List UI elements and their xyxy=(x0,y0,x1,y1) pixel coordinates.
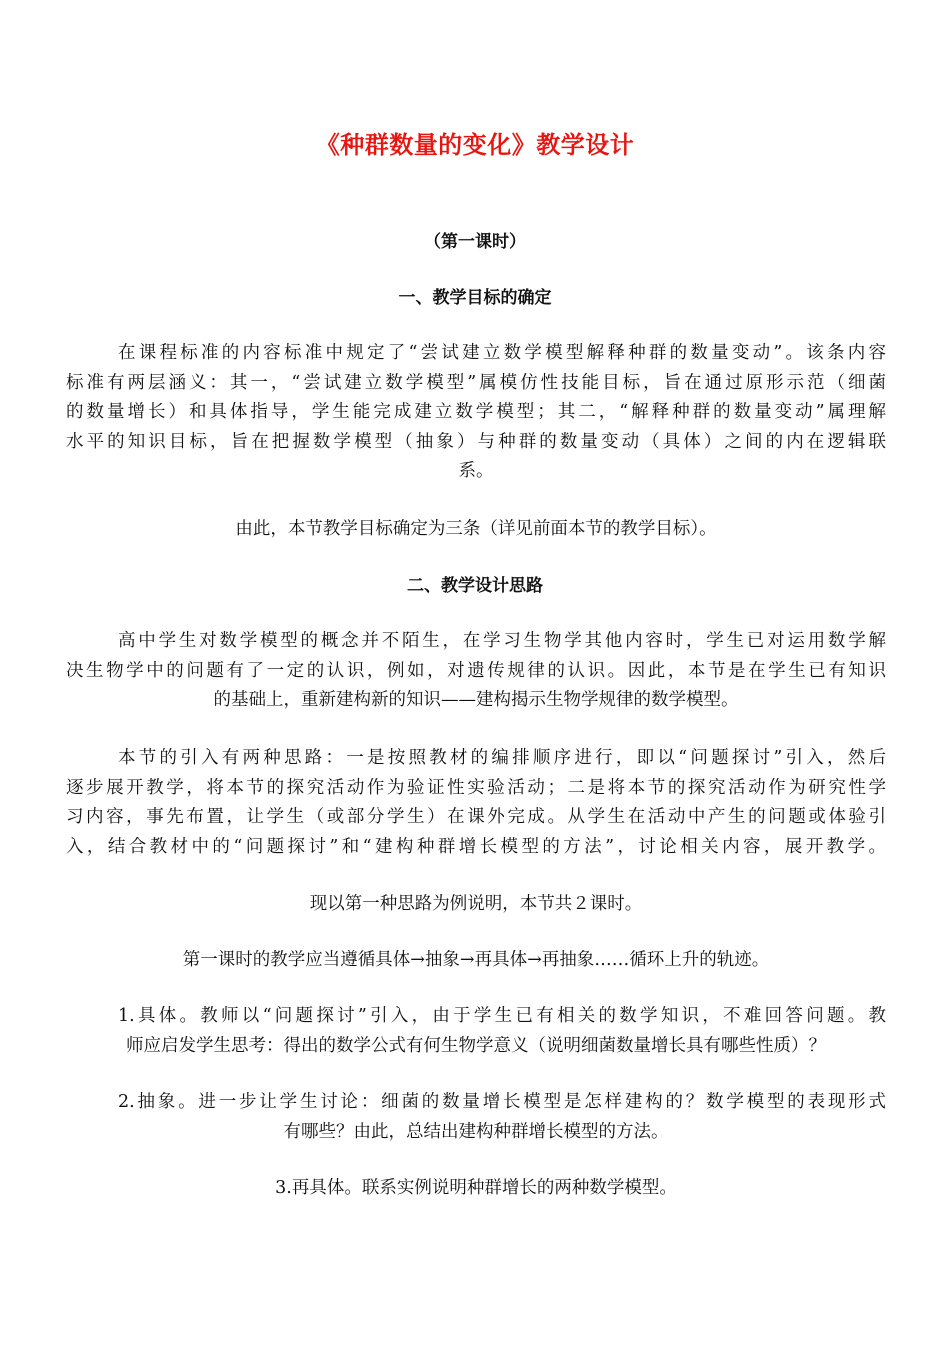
text-line: 决生物学中的问题有了一定的认识，例如，对遗传规律的认识。因此，本节是在学生已有知识 xyxy=(66,660,886,681)
section2-paragraph4 xyxy=(66,946,886,976)
text-line: 系。 xyxy=(458,461,494,481)
text-line: 习内容，事先布置，让学生（或部分学生）在课外完成。从学生在活动中产生的问题或体验引 xyxy=(66,807,886,827)
section2-paragraph1 xyxy=(66,627,886,716)
section2-heading: 二、教学设计思路 xyxy=(407,576,543,596)
section1-paragraph2 xyxy=(66,515,886,545)
text-line: 的数量增长）和具体指导，学生能完成建立数学模型；其二，“解释种群的数量变动”属理解 xyxy=(66,402,886,422)
document-title: 《种群数量的变化》教学设计 xyxy=(315,131,635,159)
text-line: 在课程标准的内容标准中规定了“尝试建立数学模型解释种群的数量变动”。该条内容 xyxy=(118,343,886,363)
text-line: 1.具体。教师以“问题探讨”引入，由于学生已有相关的数学知识，不难回答问题。教 xyxy=(118,1006,886,1026)
text-line: 3.再具体。联系实例说明种群增长的两种数学模型。 xyxy=(275,1178,677,1198)
text-line: 2.抽象。进一步让学生讨论：细菌的数量增长模型是怎样建构的？数学模型的表现形式 xyxy=(118,1092,886,1112)
text-line: 高中学生对数学模型的概念并不陌生，在学习生物学其他内容时，学生已对运用数学解 xyxy=(118,631,886,651)
text-line: 逐步展开教学，将本节的探究活动作为验证性实验活动；二是将本节的探究活动作为研究性学 xyxy=(66,777,886,798)
text-line: 由此，本节教学目标确定为三条（详见前面本节的教学目标）。 xyxy=(235,519,717,539)
section1-paragraph1 xyxy=(66,339,886,487)
section2-paragraph3 xyxy=(66,890,886,920)
text-line: 第一课时的教学应当遵循具体→抽象→再具体→再抽象……循环上升的轨迹。 xyxy=(182,950,770,970)
text-line: 有哪些？由此，总结出建构种群增长模型的方法。 xyxy=(283,1121,669,1142)
text-line: 师应启发学生思考：得出的数学公式有何生物学意义（说明细菌数量增长具有哪些性质）？ xyxy=(126,1035,826,1056)
text-line: 本节的引入有两种思路：一是按照教材的编排顺序进行，即以“问题探讨”引入，然后 xyxy=(118,748,886,768)
text-line: 的基础上，重新建构新的知识——建构揭示生物学规律的数学模型。 xyxy=(213,690,739,710)
text-line: 水平的知识目标，旨在把握数学模型（抽象）与种群的数量变动（具体）之间的内在逻辑联 xyxy=(66,431,886,452)
text-line: 标准有两层涵义：其一，“尝试建立数学模型”属模仿性技能目标，旨在通过原形示范（细菌 xyxy=(66,372,886,393)
section2-item1 xyxy=(66,1002,886,1061)
section1-heading: 一、教学目标的确定 xyxy=(398,288,552,308)
section2-paragraph2 xyxy=(66,744,886,862)
lesson-label: （第一课时） xyxy=(424,232,526,252)
text-line: 现以第一种思路为例说明，本节共２课时。 xyxy=(309,894,643,914)
section2-item3 xyxy=(66,1174,886,1204)
text-line: 入，结合教材中的“问题探讨”和“建构种群增长模型的方法”，讨论相关内容，展开教学。 xyxy=(66,836,886,857)
section2-item2 xyxy=(66,1088,886,1147)
